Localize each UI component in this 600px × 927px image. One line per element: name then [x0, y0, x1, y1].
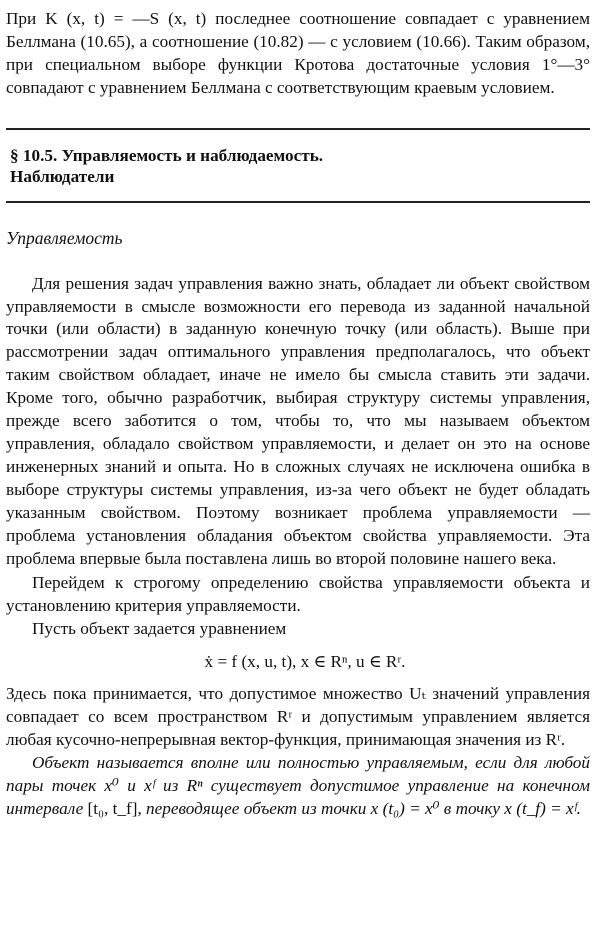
definition-text: Объект называется вполне или полностью управляемым, если для любой пары точек x⁰ и xᶠ из Rⁿ существует допустимое управление на конечном интервале	[6, 752, 590, 818]
paragraph-definition-lead: Перейдем к строгому определению свойства управляемости объекта и установлению критерия управляемости.	[6, 573, 590, 616]
section-number: § 10.5.	[10, 145, 58, 165]
top-rule	[6, 128, 590, 130]
section-title: Управляемость и наблюдаемость.	[61, 145, 324, 165]
definition-ending: , переводящее объект из точки x (t₀) = x⁰ в точку x (t_f) = xᶠ.	[137, 798, 581, 818]
definition-controllability	[6, 752, 590, 821]
definition-interval: [t₀, t_f]	[87, 798, 138, 818]
section-heading	[10, 145, 590, 187]
bottom-rule	[6, 201, 590, 203]
intro-paragraph: При K (x, t) = —S (x, t) последнее соотношение совпадает с уравнением Беллмана (10.65), а соотношение (10.82) — с условием (10.66). Таким образом, при специальном выборе функции Кротова достаточные условия 1°—3° совпадают с уравнением Беллмана с соответствующим краевым условием.	[6, 9, 590, 97]
section-title-line2: Наблюдатели	[10, 166, 115, 186]
paragraph-admissible-controls: Здесь пока принимается, что допустимое множество Uₜ значений управления совпадает со всем пространством Rʳ и допустимым управлением является любая кусочно-непрерывная вектор-функция, принимающая значения из Rʳ.	[6, 684, 590, 749]
paragraph-object-equation-lead: Пусть объект задается уравнением	[32, 619, 287, 639]
paragraph-controllability-intro: Для решения задач управления важно знать, обладает ли объект свойством управляемости в смысле возможности его перевода из заданной начальной точки (или области) в заданную конечную точку (или область). Выше при рассмотрении задач оптимального управления предполагалось, что объект таким свойством обладает, иначе не имело бы смысла ставить эти задачи. Кроме того, обычно разработчик, выбирая структуру системы управления, прежде всего заботится о том, чтобы то, что мы называем объектом управления, обладало свойством управляемости, и делает он это на основе инженерных знаний и опыта. Но в сложных случаях не исключена ошибка в выборе структуры системы управления, из-за чего объект не будет обладать указанным свойством. Поэтому возникает проблема управляемости — проблема установления обладания объектом свойства управляемости. Эта проблема впервые была поставлена лишь во второй половине нашего века.	[6, 273, 590, 568]
object-equation: ẋ = f (x, u, t), x ∈ Rⁿ, u ∈ Rʳ.	[204, 652, 406, 672]
section-heading-line1	[10, 145, 590, 166]
subsection-title: Управляемость	[6, 227, 123, 248]
